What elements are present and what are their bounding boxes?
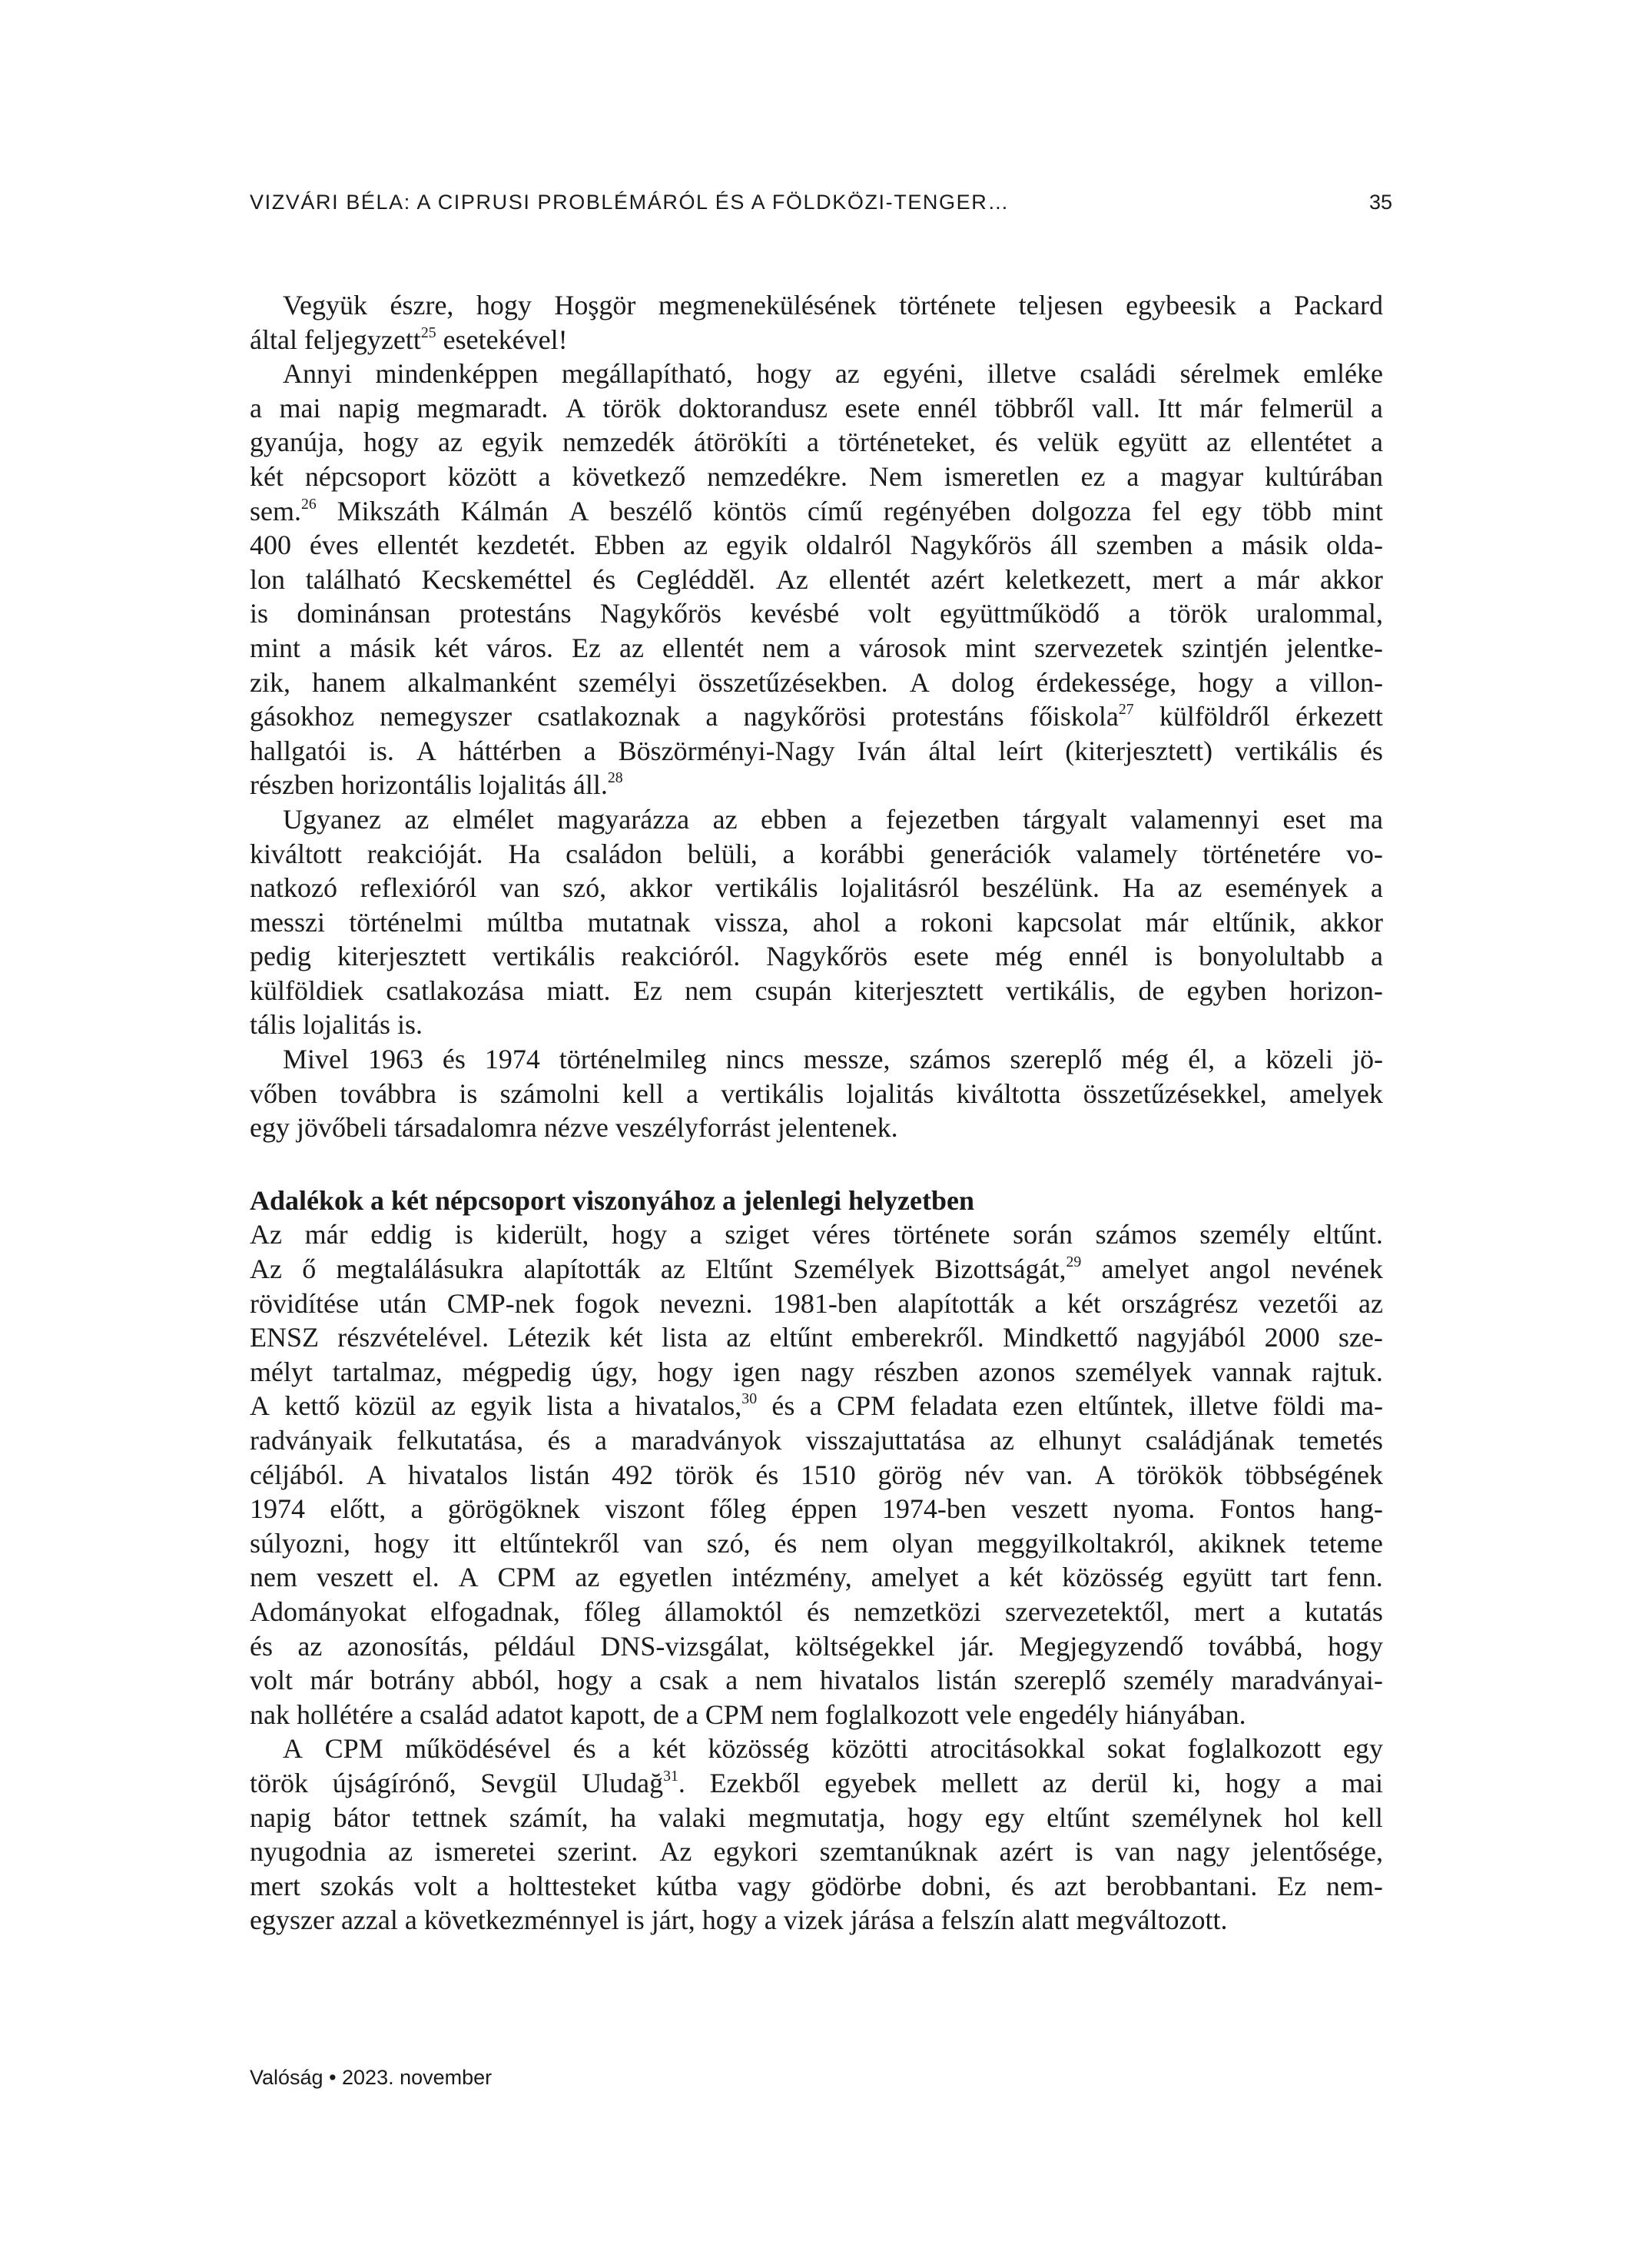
footnote-marker: 27 [1118, 701, 1134, 719]
text-line: A kettő közül az egyik lista a hivatalos,$^{30}$ és a CPM feladata ezen eltűntek, illetve földi ma- [250, 1390, 1383, 1422]
text-line: Adományokat elfogadnak, főleg államoktól és nemzetközi szervezetektől, mert a kutatás [250, 1596, 1383, 1627]
article-body [250, 288, 1383, 1938]
running-head-title: VIZVÁRI BÉLA: A CIPRUSI PROBLÉMÁRÓL ÉS A FÖLDKÖZI-TENGER… [250, 191, 1010, 214]
paragraphs [250, 288, 1383, 1145]
text-line: és az azonosítás, például DNS-vizsgálat, költségekkel jár. Megjegyzendő továbbá, hogy [250, 1630, 1383, 1662]
text-line: 1974 előtt, a görögöknek viszont főleg éppen 1974-ben veszett nyoma. Fontos hang- [250, 1493, 1383, 1525]
text-line: lon található Kecskeméttel és Ceglédděl. Az ellentét azért keletkezett, mert a már akkor [250, 563, 1383, 595]
footnote-marker: 31 [663, 1768, 678, 1785]
text-line: A CPM működésével és a két közösség közötti atrocitásokkal sokat foglalkozott egy [283, 1733, 1383, 1765]
text-line: tális lojalitás is. [250, 1009, 423, 1041]
section-paragraphs [250, 1217, 1383, 1937]
text-line: nyugodnia az ismeretei szerint. Az egykori szemtanúknak azért is van nagy jelentősége, [250, 1836, 1383, 1868]
text-line: vőben továbbra is számolni kell a vertikális lojalitás kiváltotta összetűzésekkel, amelyek [250, 1078, 1383, 1109]
text-line: radványaik felkutatása, és a maradványok visszajuttatása az elhunyt családjának temetés [250, 1425, 1383, 1456]
text-line: hallgatói is. A háttérben a Böszörményi-Nagy Iván által leírt (kiterjesztett) vertikális és [250, 735, 1383, 766]
text-line: nak hollétére a család adatot kapott, de a CPM nem foglalkozott vele engedély hiányában. [250, 1699, 1246, 1730]
section-heading: Adalékok a két népcsoport viszonyához a jelenlegi helyzetben [250, 1184, 974, 1216]
paragraph [250, 1732, 1383, 1938]
text-line: pedig kiterjesztett vertikális reakcióról. Nagykőrös esete még ennél is bonyolultabb a [250, 941, 1383, 972]
text-line: két népcsoport között a következő nemzedékre. Nem ismeretlen ez a magyar kultúrában [250, 460, 1383, 492]
text-line: is dominánsan protestáns Nagykőrös kevésbé volt együttműködő a török uralommal, [250, 598, 1383, 629]
paragraph [250, 802, 1383, 1042]
text-line: natkozó reflexióról van szó, akkor vertikális lojalitásról beszélünk. Ha az események a [250, 872, 1383, 904]
paragraph [250, 1042, 1383, 1145]
text-line: ENSZ részvételével. Létezik két lista az eltűnt emberekről. Mindkettő nagyjából 2000 sze- [250, 1322, 1383, 1353]
footnote-marker: 29 [1066, 1254, 1082, 1271]
text-line: Mivel 1963 és 1974 történelmileg nincs messze, számos szereplő még él, a közeli jö- [283, 1044, 1383, 1075]
text-line: egy jövőbeli társadalomra nézve veszélyforrást jelentenek. [250, 1112, 898, 1144]
text-line: Annyi mindenképpen megállapítható, hogy az egyéni, illetve családi sérelmek emléke [283, 358, 1383, 390]
text-line: török újságírónő, Sevgül Uludağ$^{31}$. Ezekből egyebek mellett az derül ki, hogy a mai [250, 1767, 1383, 1798]
text-line: mélyt tartalmaz, mégpedig úgy, hogy igen nagy részben azonos személyek vannak rajtuk. [250, 1356, 1383, 1387]
text-line: Ugyanez az elmélet magyarázza az ebben a fejezetben tárgyalt valamennyi eset ma [283, 803, 1383, 835]
text-line: 400 éves ellentét kezdetét. Ebben az egyik oldalról Nagykőrös áll szemben a másik olda- [250, 530, 1383, 561]
paragraph [250, 288, 1383, 357]
text-line: sem.$^{26}$ Mikszáth Kálmán A beszélő köntös című regényében dolgozza fel egy több mint [250, 495, 1383, 526]
footer-journal-date: Valóság • 2023. november [250, 2066, 493, 2089]
text-line: mert szokás volt a holttesteket kútba vagy gödörbe dobni, és azt berobbantani. Ez nem- [250, 1870, 1383, 1901]
page-number: 35 [1368, 191, 1392, 214]
text-line: messzi történelmi múltba mutatnak vissza, ahol a rokoni kapcsolat már eltűnik, akkor [250, 906, 1383, 938]
footnote-marker: 25 [420, 324, 436, 341]
text-line: napig bátor tettnek számít, ha valaki megmutatja, hogy egy eltűnt személynek hol kell [250, 1801, 1383, 1833]
paragraph [250, 1217, 1383, 1732]
text-line: súlyozni, hogy itt eltűntekről van szó, és nem olyan meggyilkoltakról, akiknek teteme [250, 1527, 1383, 1559]
text-line: Az már eddig is kiderült, hogy a sziget véres története során számos személy eltűnt. [250, 1219, 1383, 1250]
footnote-marker: 28 [607, 769, 623, 787]
running-head [250, 191, 1392, 214]
footnote-marker: 30 [741, 1390, 758, 1408]
text-line: Vegyük észre, hogy Hoşgör megmenekülésének története teljesen egybeesik a Packard [283, 290, 1383, 320]
text-line: gásokhoz nemegyszer csatlakoznak a nagykőrösi protestáns főiskola$^{27}$ külföldről érkezett [250, 701, 1383, 732]
text-line: nem veszett el. A CPM az egyetlen intézmény, amelyet a két közösség együtt tart fenn. [250, 1562, 1383, 1593]
footnote-marker: 26 [301, 495, 317, 513]
text-line: mint a másik két város. Ez az ellentét nem a városok mint szervezetek szintjén jelentke- [250, 632, 1383, 663]
section-gap [250, 1145, 1383, 1184]
text-line: rövidítése után CMP-nek fogok nevezni. 1981-ben alapították a két országrész vezetői az [250, 1287, 1383, 1319]
page-footer [250, 2066, 492, 2090]
text-line: volt már botrány abból, hogy a csak a nem hivatalos listán szereplő személy maradványai- [250, 1665, 1383, 1696]
text-line: külföldiek csatlakozása miatt. Ez nem csupán kiterjesztett vertikális, de egyben horizon- [250, 975, 1383, 1006]
paragraph [250, 357, 1383, 802]
text-line: egyszer azzal a következménnyel is járt, hogy a vizek járása a felszín alatt megváltozott. [250, 1904, 1228, 1936]
text-line: Az ő megtalálásukra alapították az Eltűnt Személyek Bizottságát,$^{29}$ amelyet angol nevének [250, 1254, 1383, 1285]
text-line: zik, hanem alkalmanként személyi összetűzésekben. A dolog érdekessége, hogy a villon- [250, 666, 1383, 698]
text-line: kiváltott reakcióját. Ha családon belüli, a korábbi generációk valamely történetére vo- [250, 838, 1383, 869]
text-line: által feljegyzett$^{25}$ esetekével! [250, 324, 568, 355]
text-line: a mai napig megmaradt. A török doktorandusz esete ennél többről vall. Itt már felmerül a [250, 392, 1383, 423]
text-line: részben horizontális lojalitás áll.$^{28}$ [250, 769, 623, 801]
text-line: céljából. A hivatalos listán 492 török és 1510 görög név van. A törökök többségének [250, 1459, 1383, 1490]
text-line: gyanúja, hogy az egyik nemzedék átörökíti a történeteket, és velük együtt az ellentétet a [250, 427, 1383, 458]
